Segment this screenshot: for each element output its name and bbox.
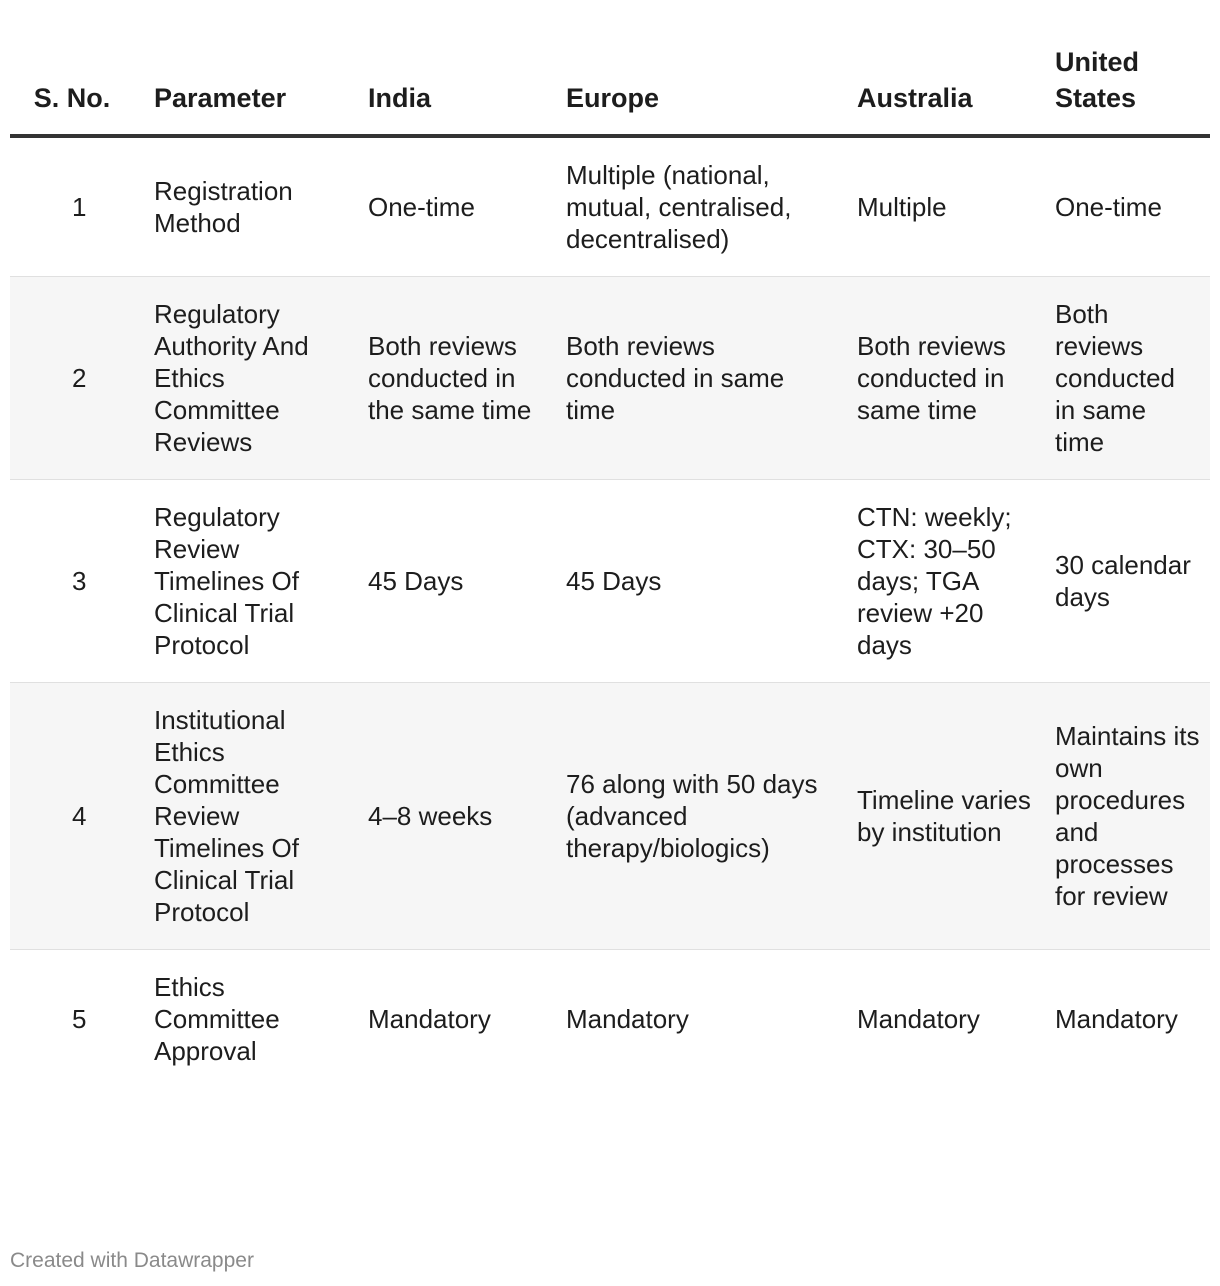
cell-australia: Timeline varies by institution xyxy=(847,683,1045,950)
table-row xyxy=(10,683,1210,950)
cell-parameter: Regulatory Review Timelines Of Clinical Trial Protocol xyxy=(144,480,358,683)
header-sno[interactable]: S. No. xyxy=(10,0,144,136)
cell-australia: Multiple xyxy=(847,136,1045,277)
cell-australia: CTN: weekly; CTX: 30–50 days; TGA review +20 days xyxy=(847,480,1045,683)
comparison-table-container xyxy=(10,0,1210,1088)
cell-sno: 5 xyxy=(72,1004,87,1034)
table-body xyxy=(10,136,1210,1088)
cell-europe: Both reviews conducted in same time xyxy=(556,277,847,480)
cell-sno: 2 xyxy=(10,277,144,480)
cell-india: 4–8 weeks xyxy=(358,683,556,950)
cell-europe: Multiple (national, mutual, centralised, decentralised) xyxy=(556,136,847,277)
cell-us: Both reviews conducted in same time xyxy=(1045,277,1210,480)
cell-parameter: Registration Method xyxy=(144,136,358,277)
datawrapper-credit[interactable]: Created with Datawrapper xyxy=(10,1249,254,1272)
header-europe[interactable]: Europe xyxy=(556,0,847,136)
cell-us: Maintains its own procedures and processes for review xyxy=(1045,683,1210,950)
table-row xyxy=(10,136,1210,277)
table-row xyxy=(10,480,1210,683)
table-row xyxy=(10,277,1210,480)
cell-sno: 3 xyxy=(10,480,144,683)
cell-australia: Mandatory xyxy=(857,1004,980,1034)
cell-us: 30 calendar days xyxy=(1045,480,1210,683)
cell-sno: 4 xyxy=(10,683,144,950)
cell-us: Mandatory xyxy=(1055,1004,1178,1034)
header-us[interactable]: United States xyxy=(1045,0,1210,136)
cell-europe: 45 Days xyxy=(556,480,847,683)
table-row xyxy=(10,950,1210,1089)
cell-india: Mandatory xyxy=(368,1004,491,1034)
cell-parameter: Institutional Ethics Committee Review Timelines Of Clinical Trial Protocol xyxy=(144,683,358,950)
cell-australia: Both reviews conducted in same time xyxy=(847,277,1045,480)
cell-europe: 76 along with 50 days (advanced therapy/biologics) xyxy=(556,683,847,950)
header-row xyxy=(10,0,1210,136)
cell-us: One-time xyxy=(1045,136,1210,277)
header-india[interactable]: India xyxy=(358,0,556,136)
cell-sno: 1 xyxy=(10,136,144,277)
header-australia[interactable]: Australia xyxy=(847,0,1045,136)
cell-parameter: Regulatory Authority And Ethics Committee Reviews xyxy=(144,277,358,480)
cell-india: One-time xyxy=(358,136,556,277)
cell-europe: Mandatory xyxy=(566,1004,689,1034)
cell-india: 45 Days xyxy=(358,480,556,683)
comparison-table xyxy=(10,0,1210,1088)
header-parameter[interactable]: Parameter xyxy=(144,0,358,136)
cell-india: Both reviews conducted in the same time xyxy=(358,277,556,480)
cell-parameter: Ethics Committee Approval xyxy=(154,972,280,1066)
table-header xyxy=(10,0,1210,136)
